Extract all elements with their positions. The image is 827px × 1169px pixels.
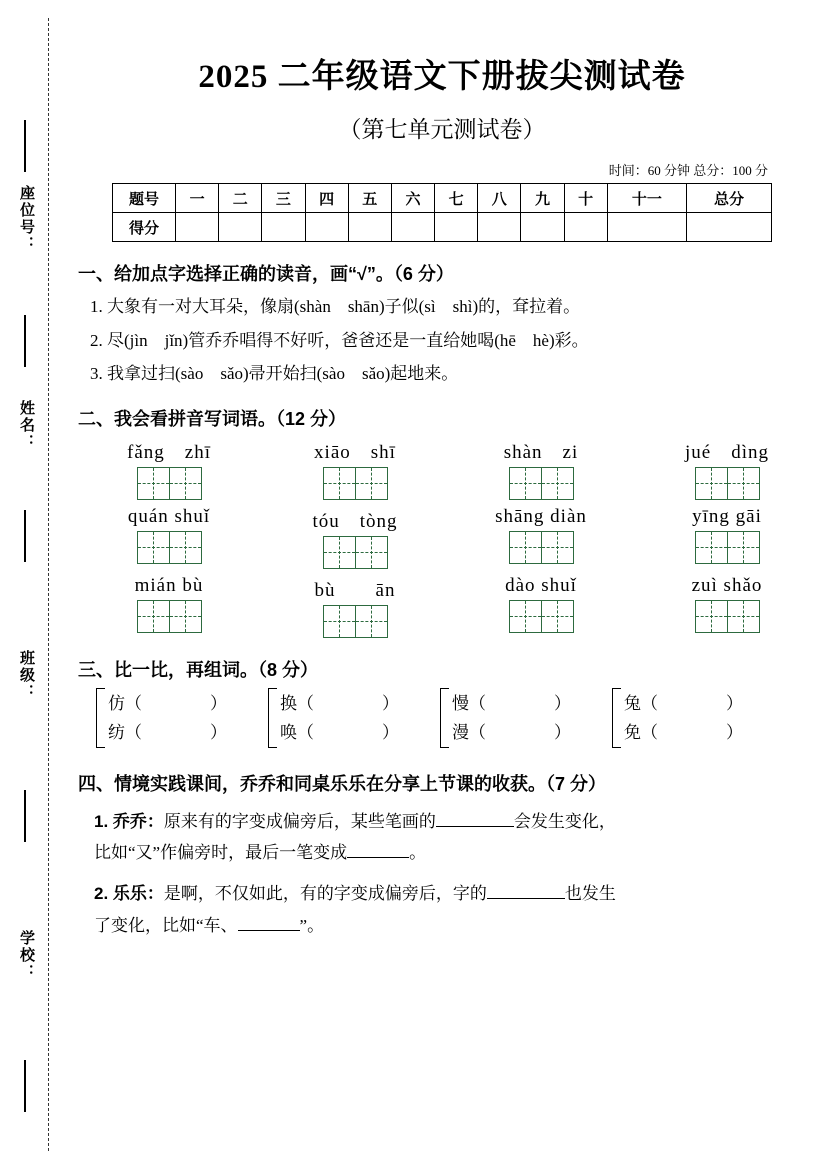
name-label: 姓名： bbox=[18, 400, 35, 451]
col-9: 九 bbox=[521, 184, 564, 213]
col-5: 五 bbox=[348, 184, 391, 213]
pinyin-item bbox=[466, 437, 616, 500]
dialog-text-a: 原来有的字变成偏旁后，某些笔画的 bbox=[163, 811, 436, 831]
section-1-item-2: 2. 尽(jìn jǐn)管乔乔唱得不好听，爸爸还是一直给她喝(hē hè)彩。 bbox=[90, 330, 589, 350]
write-cell[interactable] bbox=[727, 600, 760, 633]
write-cell[interactable] bbox=[541, 600, 574, 633]
dialog-text-b: 会发生变化， bbox=[513, 811, 616, 831]
pinyin-item bbox=[94, 437, 244, 500]
col-8: 八 bbox=[478, 184, 521, 213]
write-cell[interactable] bbox=[169, 467, 202, 500]
pinyin-text: jué dìng bbox=[685, 441, 769, 463]
write-cell[interactable] bbox=[355, 605, 388, 638]
compare-top[interactable]: 换（ ） bbox=[280, 693, 399, 713]
score-cell-2[interactable] bbox=[219, 213, 262, 242]
write-cell[interactable] bbox=[355, 467, 388, 500]
side-rule-2 bbox=[24, 315, 26, 367]
row-label-question-no: 题号 bbox=[113, 184, 176, 213]
write-cell[interactable] bbox=[169, 531, 202, 564]
pinyin-item bbox=[652, 437, 802, 500]
seat-number-label: 座位号： bbox=[18, 185, 35, 253]
score-cell-10[interactable] bbox=[564, 213, 607, 242]
write-cell[interactable] bbox=[695, 467, 728, 500]
write-cell[interactable] bbox=[137, 467, 170, 500]
page-title: 2025 二年级语文下册拔尖测试卷 bbox=[198, 59, 686, 95]
pinyin-text: zuì shǎo bbox=[691, 574, 763, 596]
compare-bottom[interactable]: 纺（ ） bbox=[108, 722, 227, 742]
pinyin-text: quán shuǐ bbox=[127, 505, 211, 527]
pinyin-row-3 bbox=[94, 575, 802, 638]
write-cell[interactable] bbox=[727, 467, 760, 500]
score-cell-5[interactable] bbox=[348, 213, 391, 242]
side-rule-4 bbox=[24, 790, 26, 842]
answer-blank[interactable] bbox=[238, 930, 300, 931]
pinyin-item bbox=[466, 506, 616, 569]
dialog-speaker: 1. 乔乔： bbox=[94, 811, 164, 831]
section-4-heading: 四、情境实践课间，乔乔和同桌乐乐在分享上节课的收获。（7 分） bbox=[78, 773, 607, 794]
compare-top[interactable]: 兔（ ） bbox=[624, 693, 743, 713]
write-cell[interactable] bbox=[695, 531, 728, 564]
compare-group bbox=[96, 688, 268, 748]
pinyin-row-2 bbox=[94, 506, 802, 569]
score-cell-11[interactable] bbox=[607, 213, 686, 242]
dialog-text-d: 。 bbox=[409, 842, 427, 862]
writing-boxes[interactable] bbox=[466, 600, 616, 633]
pinyin-row-1 bbox=[94, 437, 802, 500]
compare-pair bbox=[452, 689, 571, 747]
write-cell[interactable] bbox=[541, 467, 574, 500]
write-cell[interactable] bbox=[323, 467, 356, 500]
write-cell[interactable] bbox=[323, 605, 356, 638]
score-table bbox=[112, 183, 772, 242]
section-3-heading: 三、比一比，再组词。（8 分） bbox=[78, 659, 319, 680]
pinyin-item bbox=[280, 506, 430, 569]
write-cell[interactable] bbox=[695, 600, 728, 633]
brace-icon bbox=[268, 688, 277, 748]
compare-group bbox=[440, 688, 612, 748]
pinyin-text: tóu tòng bbox=[312, 510, 398, 532]
score-cell-9[interactable] bbox=[521, 213, 564, 242]
score-cell-8[interactable] bbox=[478, 213, 521, 242]
pinyin-text: xiāo shī bbox=[314, 441, 396, 463]
write-cell[interactable] bbox=[541, 531, 574, 564]
score-cell-6[interactable] bbox=[391, 213, 434, 242]
answer-blank[interactable] bbox=[436, 826, 514, 827]
pinyin-item bbox=[94, 506, 244, 569]
table-row-header bbox=[113, 184, 772, 213]
pinyin-text: fǎng zhī bbox=[127, 441, 211, 463]
pinyin-item bbox=[280, 575, 430, 638]
dialog-text-b: 也发生 bbox=[564, 884, 616, 904]
dialog-line-2 bbox=[94, 878, 812, 941]
score-cell-total[interactable] bbox=[687, 213, 772, 242]
write-cell[interactable] bbox=[355, 536, 388, 569]
write-cell[interactable] bbox=[323, 536, 356, 569]
writing-boxes[interactable] bbox=[652, 600, 802, 633]
side-info-strip bbox=[0, 0, 66, 1169]
writing-boxes[interactable] bbox=[652, 467, 802, 500]
compare-top[interactable]: 慢（ ） bbox=[452, 693, 571, 713]
pinyin-item bbox=[94, 575, 244, 638]
row-label-score: 得分 bbox=[113, 213, 176, 242]
compare-bottom[interactable]: 免（ ） bbox=[624, 722, 743, 742]
col-2: 二 bbox=[219, 184, 262, 213]
writing-boxes[interactable] bbox=[94, 600, 244, 633]
section-1-item-1: 1. 大象有一对大耳朵，像扇(shàn shān)子似(sì shì)的，耷拉着。 bbox=[90, 297, 581, 316]
dialog-line-1 bbox=[94, 806, 812, 869]
compare-pair bbox=[108, 689, 227, 747]
writing-boxes[interactable] bbox=[652, 531, 802, 564]
pinyin-text: bù ān bbox=[314, 579, 396, 601]
compare-word-row bbox=[96, 688, 812, 748]
write-cell[interactable] bbox=[509, 467, 542, 500]
writing-boxes[interactable] bbox=[94, 531, 244, 564]
col-3: 三 bbox=[262, 184, 305, 213]
writing-boxes[interactable] bbox=[94, 467, 244, 500]
writing-boxes[interactable] bbox=[466, 531, 616, 564]
brace-icon bbox=[96, 688, 105, 748]
side-rule-5 bbox=[24, 1060, 26, 1112]
col-total: 总分 bbox=[687, 184, 772, 213]
pinyin-item bbox=[466, 575, 616, 638]
dialog-text-c: 了变化，比如“车、 bbox=[94, 915, 238, 935]
write-cell[interactable] bbox=[169, 600, 202, 633]
dialog-text-a: 是啊，不仅如此，有的字变成偏旁后，字的 bbox=[163, 884, 487, 904]
answer-blank[interactable] bbox=[487, 898, 565, 899]
compare-group bbox=[612, 688, 784, 748]
score-cell-4[interactable] bbox=[305, 213, 348, 242]
dashed-fold-line bbox=[48, 18, 49, 1151]
brace-icon bbox=[612, 688, 621, 748]
dialog-text-d: ”。 bbox=[299, 915, 325, 935]
write-cell[interactable] bbox=[509, 531, 542, 564]
dialog-speaker: 2. 乐乐： bbox=[94, 884, 164, 904]
write-cell[interactable] bbox=[727, 531, 760, 564]
class-label: 班级： bbox=[18, 650, 35, 701]
pinyin-text: mián bù bbox=[134, 574, 204, 596]
writing-boxes[interactable] bbox=[280, 536, 430, 569]
answer-blank[interactable] bbox=[347, 857, 409, 858]
col-4: 四 bbox=[305, 184, 348, 213]
brace-icon bbox=[440, 688, 449, 748]
col-10: 十 bbox=[564, 184, 607, 213]
pinyin-text: dào shuǐ bbox=[505, 574, 577, 596]
school-label: 学校： bbox=[18, 930, 35, 981]
pinyin-item bbox=[652, 506, 802, 569]
writing-boxes[interactable] bbox=[280, 605, 430, 638]
compare-group bbox=[268, 688, 440, 748]
compare-bottom[interactable]: 漫（ ） bbox=[452, 722, 571, 742]
side-rule-1 bbox=[24, 120, 26, 172]
col-6: 六 bbox=[391, 184, 434, 213]
section-1-item-3: 3. 我拿过扫(sào sǎo)帚开始扫(sào sǎo)起地来。 bbox=[90, 364, 459, 383]
section-2-heading: 二、我会看拼音写词语。（12 分） bbox=[78, 408, 347, 429]
col-11: 十一 bbox=[607, 184, 686, 213]
score-cell-3[interactable] bbox=[262, 213, 305, 242]
write-cell[interactable] bbox=[509, 600, 542, 633]
col-1: 一 bbox=[176, 184, 219, 213]
col-7: 七 bbox=[435, 184, 478, 213]
write-cell[interactable] bbox=[137, 531, 170, 564]
side-rule-3 bbox=[24, 510, 26, 562]
compare-top[interactable]: 仿（ ） bbox=[108, 693, 227, 713]
writing-boxes[interactable] bbox=[466, 467, 616, 500]
page-subtitle: （第七单元测试卷） bbox=[338, 117, 546, 142]
score-cell-1[interactable] bbox=[176, 213, 219, 242]
pinyin-text: shàn zi bbox=[503, 441, 579, 463]
time-and-total: 时间：60 分钟 总分：100 分 bbox=[608, 163, 768, 178]
pinyin-text: shāng diàn bbox=[495, 505, 587, 527]
compare-bottom[interactable]: 唤（ ） bbox=[280, 722, 399, 742]
pinyin-item bbox=[652, 575, 802, 638]
writing-boxes[interactable] bbox=[280, 467, 430, 500]
compare-pair bbox=[624, 689, 743, 747]
dialog-text-c: 比如“又”作偏旁时，最后一笔变成 bbox=[94, 842, 348, 862]
table-row-score bbox=[113, 213, 772, 242]
compare-pair bbox=[280, 689, 399, 747]
pinyin-text: yīng gāi bbox=[692, 505, 762, 527]
exam-content bbox=[72, 0, 812, 941]
score-cell-7[interactable] bbox=[435, 213, 478, 242]
write-cell[interactable] bbox=[137, 600, 170, 633]
section-1-heading: 一、给加点字选择正确的读音，画“√”。（6 分） bbox=[78, 264, 454, 284]
pinyin-item bbox=[280, 437, 430, 500]
